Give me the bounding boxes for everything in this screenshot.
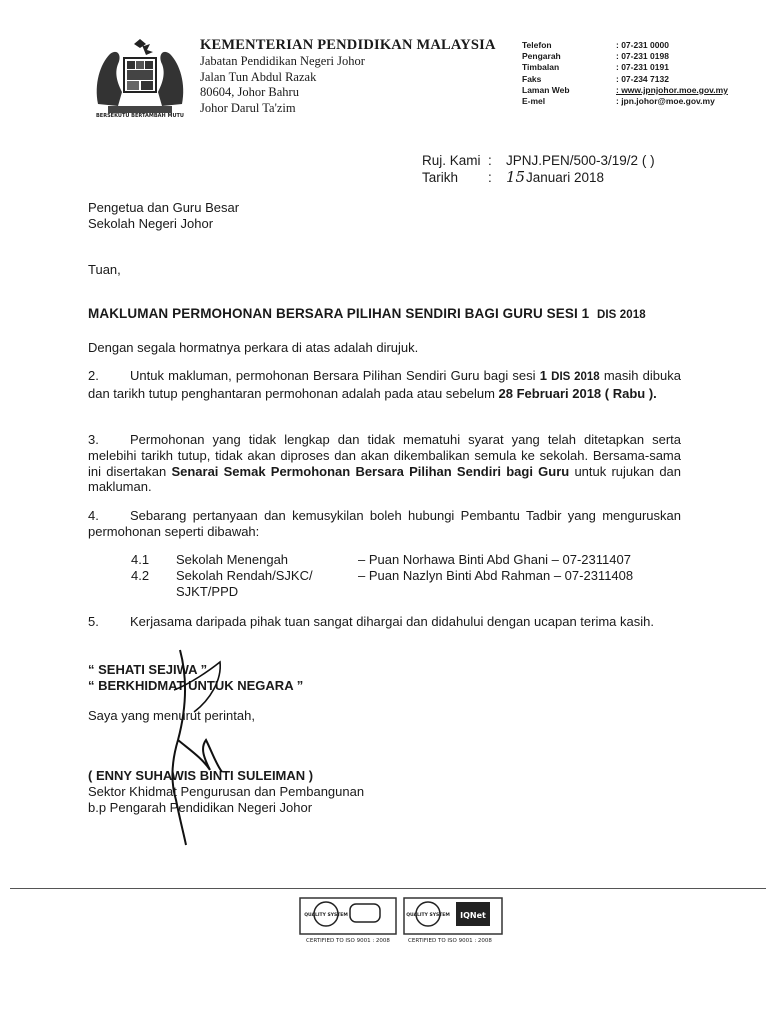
recipient-line: Pengetua dan Guru Besar — [88, 200, 240, 215]
para-number: 5. — [88, 614, 99, 629]
list-item: 4.1 Sekolah Menengah – Puan Norhawa Binti Abd Ghani – 07-2311407 — [131, 552, 631, 567]
signatory-name: ( ENNY SUHAWIS BINTI SULEIMAN ) — [88, 768, 314, 783]
footer-divider — [10, 888, 766, 889]
address-line: Johor Darul Ta'zim — [200, 100, 296, 115]
address-line: Jabatan Pendidikan Negeri Johor — [200, 54, 365, 68]
contact-value: : 07-234 7132 — [616, 73, 669, 84]
recipient-line: Sekolah Negeri Johor — [88, 215, 214, 231]
contact-value: : 07-231 0198 — [616, 51, 669, 62]
slogan-line: “ BERKHIDMAT UNTUK NEGARA ” — [88, 678, 304, 693]
certification-body-icon — [350, 904, 380, 922]
svg-text:IQNet: IQNet — [460, 911, 486, 920]
paragraph-3: 3. Permohonan yang tidak lengkap dan tidak mematuhi syarat yang telah ditetapkan serta melebihi tarikh tutup, tidak akan diproses dan akan dikembalikan semula ke sekolah. Bersama-sama ini disertakan Senarai Semak Permohonan Bersara Pilihan Sendiri bagi Guru untuk rujukan dan makluman. — [88, 432, 682, 495]
ministry-name: KEMENTERIAN PENDIDIKAN MALAYSIA — [200, 37, 496, 53]
date-day: 15 — [506, 168, 526, 186]
ref-label: Ruj. Kami — [422, 153, 481, 168]
ref-value: JPNJ.PEN/500-3/19/2 ( ) — [506, 153, 655, 168]
svg-text:QUALITY SYSTEM: QUALITY SYSTEM — [304, 913, 348, 918]
contact-label: Pengarah — [522, 51, 561, 62]
subject-tail: DIS 2018 — [596, 309, 646, 321]
closing-line: Saya yang menurut perintah, — [88, 708, 255, 723]
contact-label: Telefon — [522, 40, 552, 50]
svg-text:QUALITY SYSTEM: QUALITY SYSTEM — [406, 913, 450, 918]
list-item: 4.2 Sekolah Rendah/SJKC/ – Puan Nazlyn Binti Abd Rahman – 07-2311408 — [131, 567, 634, 583]
cert-caption: CERTIFIED TO ISO 9001 : 2008 — [408, 938, 492, 944]
contact-value: : 07-231 0191 — [616, 62, 669, 73]
handwritten-signature — [150, 640, 260, 850]
paragraph-4: 4. Sebarang pertanyaan dan kemusykilan boleh hubungi Pembantu Tadbir yang menguruskan permohonan seperti dibawah: — [88, 508, 681, 539]
contact-label: Faks — [522, 73, 542, 84]
subject-main: MAKLUMAN PERMOHONAN BERSARA PILIHAN SENDIRI BAGI GURU SESI 1 — [88, 306, 590, 321]
recipient-block — [88, 200, 681, 232]
subject-title — [88, 306, 646, 321]
coat-of-arms-icon — [88, 34, 192, 118]
address-block — [200, 54, 365, 116]
address-line: 80604, Johor Bahru — [200, 85, 299, 99]
email-link[interactable]: : jpn.johor@moe.gov.my — [616, 96, 715, 107]
contact-details — [522, 40, 728, 107]
signatory-office: b.p Pengarah Pendidikan Negeri Johor — [88, 800, 313, 815]
paragraph-5: 5. Kerjasama daripada pihak tuan sangat dihargai dan didahului dengan ucapan terima kasih. — [88, 614, 654, 629]
contact-value: : 07-231 0000 — [616, 40, 669, 50]
contact-label: Laman Web — [522, 84, 570, 95]
paragraph-1: Dengan segala hormatnya perkara di atas adalah dirujuk. — [88, 340, 419, 355]
salutation: Tuan, — [88, 262, 121, 277]
contact-label: E-mel — [522, 96, 546, 107]
address-line: Jalan Tun Abdul Razak — [200, 69, 317, 84]
para-number: 3. — [88, 432, 99, 447]
date-label: Tarikh — [422, 170, 459, 185]
contact-label: Timbalan — [522, 62, 560, 73]
reference-block: Ruj. Kami : JPNJ.PEN/500-3/19/2 ( ) Tarikh : 15 Januari 2018 — [422, 153, 655, 186]
slogan-line: “ SEHATI SEJIWA ” — [88, 662, 208, 677]
para-number: 4. — [88, 508, 99, 523]
svg-text:BERSEKUTU BERTAMBAH MUTU: BERSEKUTU BERTAMBAH MUTU — [96, 113, 184, 118]
contact-list: 4.1 Sekolah Menengah – Puan Norhawa Binti Abd Ghani – 07-2311407 4.2 Sekolah Rendah/SJKC/ – Puan Nazlyn Binti Abd Rahman – 07-2311408 SJKT/PPD — [88, 552, 681, 599]
website-link[interactable]: : www.jpnjohor.moe.gov.my — [616, 84, 728, 95]
date-value: Januari 2018 — [526, 170, 605, 185]
paragraph-2: 2. Untuk makluman, permohonan Bersara Pilihan Sendiri Guru bagi sesi 1 DIS 2018 masih dibuka dan tarikh tutup penghantaran permohonan adalah pada atau sebelum 28 Februari 2018 ( Rabu ). — [88, 368, 681, 401]
para-number: 2. — [88, 368, 99, 383]
certification-logos — [296, 896, 506, 952]
cert-caption: CERTIFIED TO ISO 9001 : 2008 — [306, 938, 390, 944]
signatory-position: Sektor Khidmat Pengurusan dan Pembangunan — [88, 784, 365, 799]
